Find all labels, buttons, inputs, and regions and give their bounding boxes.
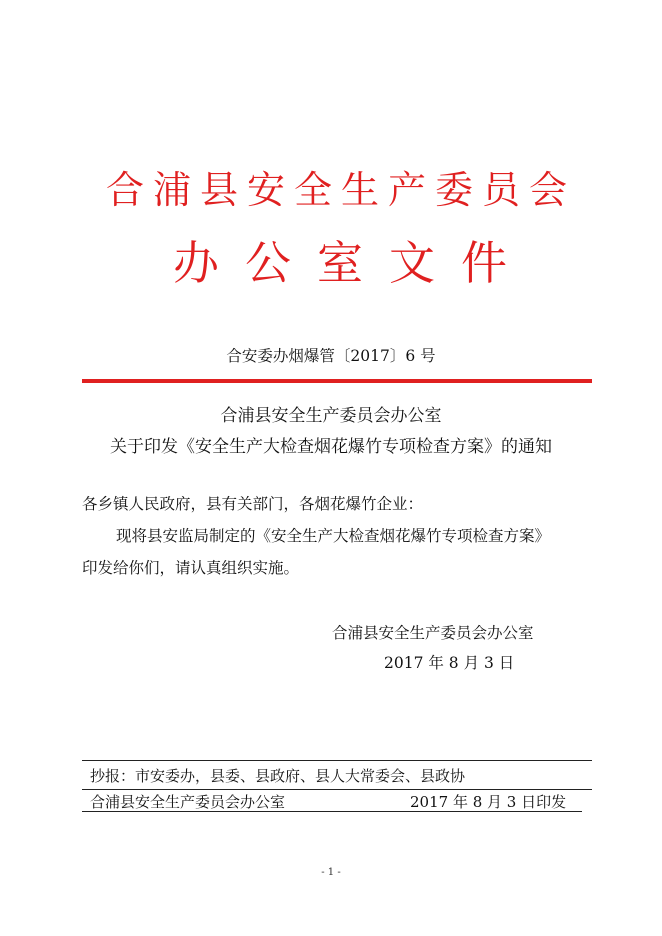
subject-line-2: 关于印发《安全生产大检查烟花爆竹专项检查方案》的通知	[110, 437, 552, 457]
document-title-line-1: 合浦县安全生产委员会	[105, 168, 576, 212]
body-paragraph-line-2: 印发给你们，请认真组织实施。	[82, 559, 300, 577]
issue-date: 2017 年 8 月 3 日印发	[410, 793, 567, 811]
subject-line-1: 合浦县安全生产委员会办公室	[220, 406, 442, 426]
salutation: 各乡镇人民政府，县有关部门，各烟花爆竹企业：	[82, 495, 424, 513]
cc-recipients: 抄报：市安委办，县委、县政府、县人大常委会、县政协	[90, 767, 466, 785]
red-header-rule	[82, 379, 592, 383]
cc-bottom-rule	[82, 811, 582, 812]
document-title-line-2: 办公室文件	[173, 236, 533, 290]
page-number: - 1 -	[321, 867, 341, 878]
body-paragraph-line-1: 现将县安监局制定的《安全生产大检查烟花爆竹专项检查方案》	[116, 527, 551, 545]
signature-org: 合浦县安全生产委员会办公室	[332, 624, 534, 642]
issuing-office: 合浦县安全生产委员会办公室	[90, 793, 286, 811]
document-number: 合安委办烟爆管〔2017〕6 号	[226, 347, 436, 365]
cc-middle-rule	[82, 789, 592, 790]
signature-date: 2017 年 8 月 3 日	[384, 654, 515, 672]
cc-top-rule	[82, 760, 592, 761]
